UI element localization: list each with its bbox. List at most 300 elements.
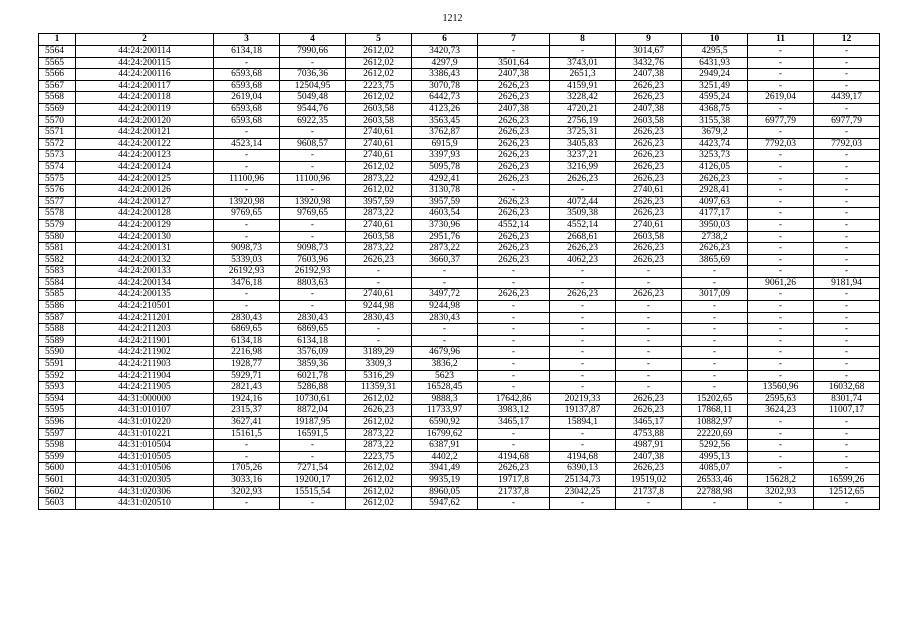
table-cell: 44:24:200131 <box>76 243 214 255</box>
table-cell: 2626,23 <box>682 173 748 185</box>
table-cell: 44:24:200124 <box>76 161 214 173</box>
table-cell: 6869,65 <box>280 324 346 336</box>
table-cell: 2626,23 <box>478 127 550 139</box>
table-cell: 4194,68 <box>550 451 616 463</box>
table-cell: - <box>814 208 880 220</box>
table-cell: 2612,02 <box>346 46 412 58</box>
table-cell: 2626,23 <box>478 173 550 185</box>
table-cell: 5596 <box>39 417 76 429</box>
table-cell: - <box>280 498 346 510</box>
table-row <box>39 92 880 104</box>
table-row <box>39 80 880 92</box>
table-cell: - <box>550 428 616 440</box>
table-cell: 26192,93 <box>280 266 346 278</box>
table-cell: 5584 <box>39 277 76 289</box>
table-row <box>39 289 880 301</box>
table-cell: 4439,17 <box>814 92 880 104</box>
table-cell: 2603,58 <box>346 231 412 243</box>
table-cell: 12512,65 <box>814 486 880 498</box>
table-cell: 44:24:211203 <box>76 324 214 336</box>
table-cell: 44:24:200115 <box>76 57 214 69</box>
table-cell: 2740,61 <box>616 219 682 231</box>
table-cell: 3070,78 <box>412 80 478 92</box>
table-cell: - <box>814 173 880 185</box>
table-cell: - <box>682 277 748 289</box>
table-cell: 3941,49 <box>412 463 478 475</box>
table-cell: 9098,73 <box>280 243 346 255</box>
table-cell: 15894,1 <box>550 417 616 429</box>
table-cell: - <box>814 359 880 371</box>
table-cell: - <box>748 57 814 69</box>
table-cell: - <box>616 382 682 394</box>
table-cell: - <box>412 324 478 336</box>
table-cell: 3228,42 <box>550 92 616 104</box>
table-cell: 2223,75 <box>346 451 412 463</box>
table-cell: - <box>550 185 616 197</box>
table-cell: 4603,54 <box>412 208 478 220</box>
table-row <box>39 254 880 266</box>
table-cell: 44:31:020305 <box>76 474 214 486</box>
table-cell: 2603,58 <box>616 115 682 127</box>
table-cell: 44:31:010220 <box>76 417 214 429</box>
table-cell: - <box>214 231 280 243</box>
table-cell: - <box>550 277 616 289</box>
table-cell: - <box>280 440 346 452</box>
table-cell: 3014,67 <box>616 46 682 58</box>
table-cell: - <box>550 498 616 510</box>
column-header: 6 <box>412 34 478 46</box>
table-cell: 44:24:200121 <box>76 127 214 139</box>
table-cell: 3386,43 <box>412 69 478 81</box>
table-cell: 44:31:020306 <box>76 486 214 498</box>
table-row <box>39 266 880 278</box>
table-cell: 2626,23 <box>616 196 682 208</box>
table-cell: 5580 <box>39 231 76 243</box>
table-cell: 4085,07 <box>682 463 748 475</box>
table-cell: 3432,76 <box>616 57 682 69</box>
table-cell: 2603,58 <box>346 115 412 127</box>
table-row <box>39 498 880 510</box>
table-cell: 5593 <box>39 382 76 394</box>
table-row <box>39 428 880 440</box>
table-cell: - <box>682 370 748 382</box>
table-cell: 9888,3 <box>412 393 478 405</box>
table-cell: - <box>748 173 814 185</box>
table-cell: 5573 <box>39 150 76 162</box>
table-cell: 44:24:200127 <box>76 196 214 208</box>
table-cell: - <box>280 219 346 231</box>
table-cell: 44:24:211904 <box>76 370 214 382</box>
table-cell: 5583 <box>39 266 76 278</box>
table-cell: - <box>748 312 814 324</box>
table-row <box>39 347 880 359</box>
table-row <box>39 231 880 243</box>
table-cell: - <box>616 370 682 382</box>
table-row <box>39 243 880 255</box>
table-cell: 6134,18 <box>214 46 280 58</box>
table-cell: 44:24:200126 <box>76 185 214 197</box>
table-cell: - <box>814 161 880 173</box>
table-row <box>39 393 880 405</box>
table-cell: - <box>814 254 880 266</box>
table-cell: 6134,18 <box>280 335 346 347</box>
table-cell: 3865,69 <box>682 254 748 266</box>
table-cell: - <box>214 185 280 197</box>
table-cell: - <box>550 46 616 58</box>
table-cell: - <box>814 301 880 313</box>
table-cell: 7792,03 <box>748 138 814 150</box>
table-cell: 11007,17 <box>814 405 880 417</box>
table-cell: 3957,59 <box>346 196 412 208</box>
table-cell: - <box>682 335 748 347</box>
table-cell: 5581 <box>39 243 76 255</box>
table-cell: 4062,23 <box>550 254 616 266</box>
table-cell: 2740,61 <box>346 127 412 139</box>
table-cell: 2612,02 <box>346 498 412 510</box>
table-cell: 2949,24 <box>682 69 748 81</box>
table-cell: 44:24:200117 <box>76 80 214 92</box>
table-cell: 44:24:200134 <box>76 277 214 289</box>
table-cell: 2873,22 <box>346 428 412 440</box>
table-cell: 2651,3 <box>550 69 616 81</box>
table-cell: 2873,22 <box>412 243 478 255</box>
table-cell: - <box>550 301 616 313</box>
table-cell: 2612,02 <box>346 463 412 475</box>
table-cell: 3501,64 <box>478 57 550 69</box>
table-cell: 16799,62 <box>412 428 478 440</box>
table-cell: 5587 <box>39 312 76 324</box>
table-cell: 9181,94 <box>814 277 880 289</box>
table-cell: 12504,95 <box>280 80 346 92</box>
table-cell: - <box>214 498 280 510</box>
table-cell: 2216,98 <box>214 347 280 359</box>
table-cell: 11100,96 <box>280 173 346 185</box>
data-table <box>38 33 880 510</box>
table-cell: - <box>682 324 748 336</box>
table-cell: 19717,8 <box>478 474 550 486</box>
column-header: 3 <box>214 34 280 46</box>
table-cell: 3465,17 <box>478 417 550 429</box>
table-cell: 5603 <box>39 498 76 510</box>
table-cell: - <box>550 359 616 371</box>
table-cell: 44:24:200133 <box>76 266 214 278</box>
table-cell: 4123,26 <box>412 103 478 115</box>
table-cell: 2626,23 <box>478 150 550 162</box>
table-cell: - <box>748 231 814 243</box>
table-cell: 2603,58 <box>346 103 412 115</box>
table-cell: - <box>814 46 880 58</box>
table-cell: 2626,23 <box>550 289 616 301</box>
table-cell: 44:24:211901 <box>76 335 214 347</box>
table-cell: 2626,23 <box>616 127 682 139</box>
table-cell: - <box>814 451 880 463</box>
table-cell: 2626,23 <box>616 138 682 150</box>
table-cell: 3624,23 <box>748 405 814 417</box>
table-cell: 3253,73 <box>682 150 748 162</box>
table-cell: - <box>478 335 550 347</box>
table-cell: 6977,79 <box>748 115 814 127</box>
table-cell: 4194,68 <box>478 451 550 463</box>
table-cell: 44:31:010505 <box>76 451 214 463</box>
table-cell: 22788,98 <box>682 486 748 498</box>
table-cell: 8960,05 <box>412 486 478 498</box>
table-cell: 7792,03 <box>814 138 880 150</box>
table-cell: 4987,91 <box>616 440 682 452</box>
table-cell: 9244,98 <box>412 301 478 313</box>
table-cell: 3237,21 <box>550 150 616 162</box>
table-cell: 22220,69 <box>682 428 748 440</box>
table-cell: 2740,61 <box>616 185 682 197</box>
table-cell: 16528,45 <box>412 382 478 394</box>
table-cell: - <box>478 46 550 58</box>
table-cell: 2626,23 <box>550 243 616 255</box>
table-cell: - <box>748 428 814 440</box>
table-cell: - <box>280 289 346 301</box>
table-cell: 15202,65 <box>682 393 748 405</box>
table-cell: - <box>748 69 814 81</box>
table-cell: - <box>478 382 550 394</box>
table-cell: 5601 <box>39 474 76 486</box>
table-cell: 6387,91 <box>412 440 478 452</box>
table-row <box>39 208 880 220</box>
table-cell: 4297,9 <box>412 57 478 69</box>
table-cell: - <box>814 498 880 510</box>
table-cell: 2740,61 <box>346 219 412 231</box>
table-row <box>39 359 880 371</box>
table-cell: 44:24:200116 <box>76 69 214 81</box>
table-cell: - <box>814 103 880 115</box>
table-cell: - <box>550 440 616 452</box>
table-cell: 44:24:200119 <box>76 103 214 115</box>
table-cell: 5592 <box>39 370 76 382</box>
table-cell: - <box>412 335 478 347</box>
table-body <box>39 46 880 510</box>
column-header: 8 <box>550 34 616 46</box>
table-cell: 2612,02 <box>346 417 412 429</box>
table-cell: 1928,77 <box>214 359 280 371</box>
table-cell: 2626,23 <box>616 393 682 405</box>
table-cell: - <box>814 463 880 475</box>
table-cell: 17642,86 <box>478 393 550 405</box>
table-cell: 2626,23 <box>478 92 550 104</box>
table-cell: 2407,38 <box>478 69 550 81</box>
table-cell: - <box>214 301 280 313</box>
table-cell: 2612,02 <box>346 161 412 173</box>
table-cell: 5568 <box>39 92 76 104</box>
table-cell: 9098,73 <box>214 243 280 255</box>
table-cell: 5576 <box>39 185 76 197</box>
table-cell: - <box>550 266 616 278</box>
table-cell: 2626,23 <box>478 254 550 266</box>
table-cell: 2873,22 <box>346 440 412 452</box>
table-cell: 2626,23 <box>346 254 412 266</box>
table-cell: 44:24:200135 <box>76 289 214 301</box>
table-cell: 3679,2 <box>682 127 748 139</box>
table-cell: 2626,23 <box>616 92 682 104</box>
table-cell: - <box>814 57 880 69</box>
table-cell: 5570 <box>39 115 76 127</box>
table-cell: - <box>814 219 880 231</box>
table-cell: - <box>616 324 682 336</box>
table-cell: - <box>478 347 550 359</box>
table-cell: - <box>280 161 346 173</box>
table-cell: 5572 <box>39 138 76 150</box>
table-cell: - <box>814 440 880 452</box>
table-cell: 44:24:200128 <box>76 208 214 220</box>
table-cell: 4126,05 <box>682 161 748 173</box>
table-cell: 44:24:200118 <box>76 92 214 104</box>
column-header: 5 <box>346 34 412 46</box>
table-cell: - <box>478 370 550 382</box>
table-cell: - <box>616 498 682 510</box>
table-cell: 2619,04 <box>214 92 280 104</box>
table-cell: - <box>814 289 880 301</box>
table-cell: - <box>346 335 412 347</box>
table-cell: - <box>814 69 880 81</box>
table-cell: 4595,24 <box>682 92 748 104</box>
table-cell: 2626,23 <box>478 289 550 301</box>
table-cell: 5591 <box>39 359 76 371</box>
table-cell: 5588 <box>39 324 76 336</box>
table-cell: 21737,8 <box>478 486 550 498</box>
table-cell: 3420,73 <box>412 46 478 58</box>
table-cell: - <box>748 498 814 510</box>
column-header: 4 <box>280 34 346 46</box>
table-cell: 5586 <box>39 301 76 313</box>
table-cell: 3397,93 <box>412 150 478 162</box>
table-cell: 1924,16 <box>214 393 280 405</box>
table-cell: 20219,33 <box>550 393 616 405</box>
table-cell: 5595 <box>39 405 76 417</box>
table-row <box>39 277 880 289</box>
table-cell: - <box>748 301 814 313</box>
table-cell: 4177,17 <box>682 208 748 220</box>
table-row <box>39 196 880 208</box>
table-cell: 26533,46 <box>682 474 748 486</box>
table-cell: 44:31:010504 <box>76 440 214 452</box>
table-cell: 2612,02 <box>346 393 412 405</box>
table-cell: 2873,22 <box>346 208 412 220</box>
table-cell: - <box>616 335 682 347</box>
column-header: 1 <box>39 34 76 46</box>
table-cell: 5574 <box>39 161 76 173</box>
table-cell: - <box>814 335 880 347</box>
table-cell: 19200,17 <box>280 474 346 486</box>
table-row <box>39 161 880 173</box>
table-cell: 3576,09 <box>280 347 346 359</box>
table-cell: - <box>346 277 412 289</box>
table-cell: - <box>214 127 280 139</box>
table-cell: 5598 <box>39 440 76 452</box>
table-row <box>39 69 880 81</box>
table-cell: 44:24:200120 <box>76 115 214 127</box>
table-cell: 4368,75 <box>682 103 748 115</box>
table-cell: 3155,38 <box>682 115 748 127</box>
table-cell: 5577 <box>39 196 76 208</box>
table-cell: 5095,78 <box>412 161 478 173</box>
table-cell: 3859,36 <box>280 359 346 371</box>
table-cell: 3957,59 <box>412 196 478 208</box>
table-cell: 3627,41 <box>214 417 280 429</box>
table-cell: 5590 <box>39 347 76 359</box>
table-cell: 2626,23 <box>478 161 550 173</box>
table-cell: 2626,23 <box>616 289 682 301</box>
table-cell: 2626,23 <box>478 80 550 92</box>
table-cell: 2873,22 <box>346 173 412 185</box>
table-cell: - <box>748 103 814 115</box>
table-cell: 9544,76 <box>280 103 346 115</box>
table-cell: - <box>478 498 550 510</box>
table-cell: 2830,43 <box>214 312 280 324</box>
table-row <box>39 57 880 69</box>
table-cell: 6915,9 <box>412 138 478 150</box>
table-cell: 44:24:200132 <box>76 254 214 266</box>
table-cell: 3202,93 <box>748 486 814 498</box>
table-cell: 4753,88 <box>616 428 682 440</box>
table-cell: 44:31:010107 <box>76 405 214 417</box>
table-cell: 4523,14 <box>214 138 280 150</box>
table-cell: - <box>814 370 880 382</box>
table-cell: - <box>616 266 682 278</box>
table-cell: - <box>214 289 280 301</box>
table-cell: 44:24:200129 <box>76 219 214 231</box>
table-cell: - <box>814 417 880 429</box>
table-cell: - <box>214 219 280 231</box>
table-cell: 5582 <box>39 254 76 266</box>
table-cell: 2626,23 <box>346 405 412 417</box>
table-cell: 2626,23 <box>478 138 550 150</box>
table-cell: 3730,96 <box>412 219 478 231</box>
table-cell: 2407,38 <box>616 103 682 115</box>
table-cell: 44:24:200122 <box>76 138 214 150</box>
table-cell: - <box>748 370 814 382</box>
column-header: 9 <box>616 34 682 46</box>
table-cell: - <box>478 266 550 278</box>
table-cell: 2830,43 <box>412 312 478 324</box>
table-cell: - <box>214 57 280 69</box>
table-cell: - <box>748 359 814 371</box>
table-cell: 5049,48 <box>280 92 346 104</box>
page-number: 1212 <box>442 13 463 24</box>
table-cell: - <box>550 335 616 347</box>
table-cell: - <box>280 451 346 463</box>
table-cell: 5571 <box>39 127 76 139</box>
table-cell: 44:24:211905 <box>76 382 214 394</box>
table-cell: 2626,23 <box>616 243 682 255</box>
table-cell: 4072,44 <box>550 196 616 208</box>
table-row <box>39 382 880 394</box>
table-cell: - <box>550 370 616 382</box>
table-cell: - <box>814 324 880 336</box>
table-cell: 26192,93 <box>214 266 280 278</box>
table-cell: 2612,02 <box>346 486 412 498</box>
table-row <box>39 46 880 58</box>
table-cell: 15161,5 <box>214 428 280 440</box>
table-cell: - <box>478 185 550 197</box>
table-cell: - <box>616 359 682 371</box>
table-cell: - <box>814 231 880 243</box>
table-cell: 16591,5 <box>280 428 346 440</box>
table-cell: 8872,04 <box>280 405 346 417</box>
table-cell: 3509,38 <box>550 208 616 220</box>
table-cell: 5566 <box>39 69 76 81</box>
table-cell: 3202,93 <box>214 486 280 498</box>
table-cell: 19187,95 <box>280 417 346 429</box>
table-cell: - <box>214 440 280 452</box>
table-cell: 44:31:010506 <box>76 463 214 475</box>
table-cell: - <box>748 463 814 475</box>
table-cell: 2756,19 <box>550 115 616 127</box>
